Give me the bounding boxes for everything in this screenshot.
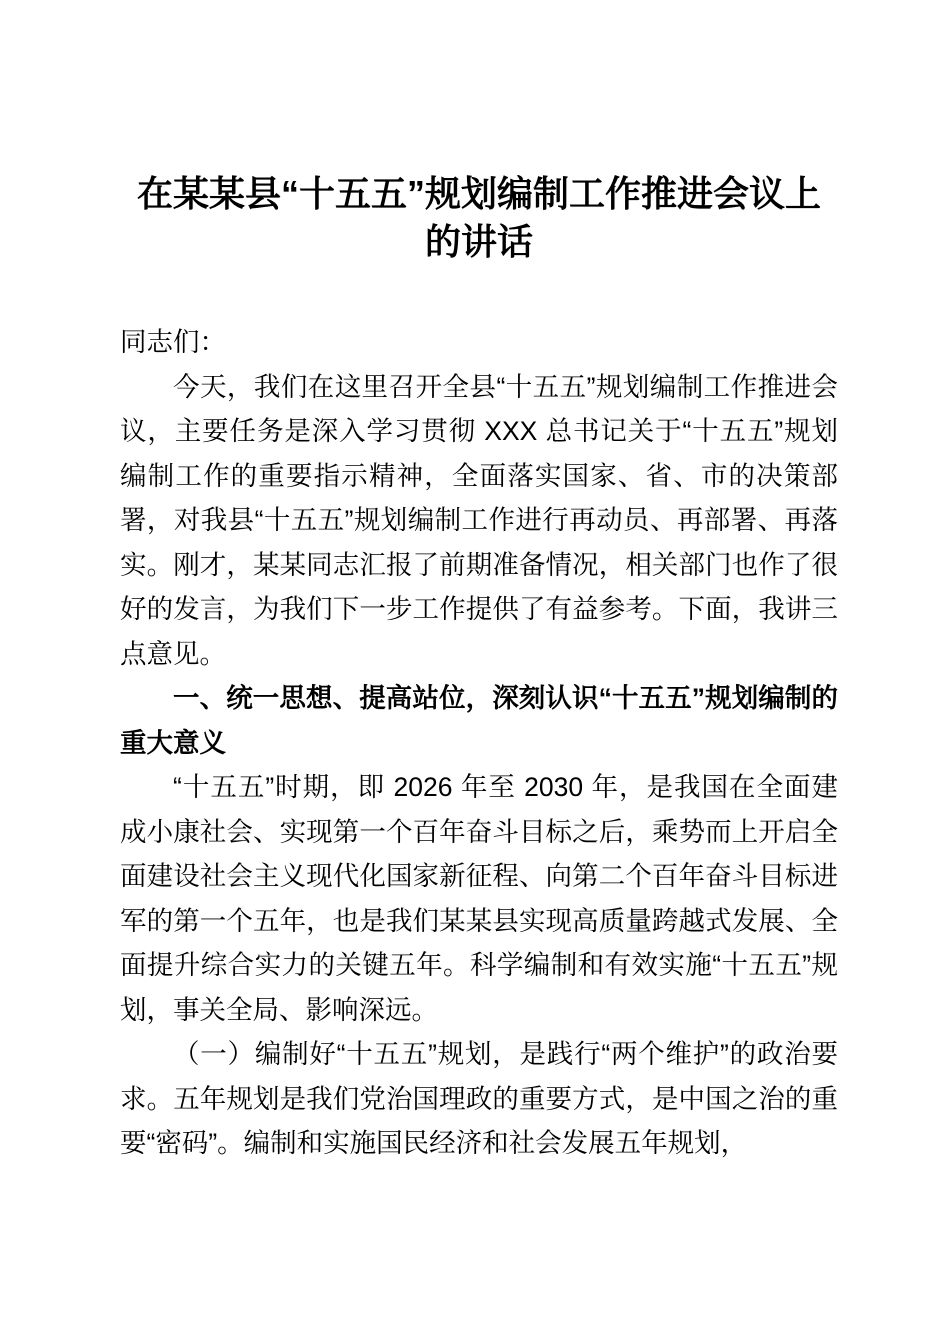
- salutation: 同志们：: [120, 327, 226, 357]
- document-title: [120, 170, 838, 266]
- paragraph-opening: 今天，我们在这里召开全县“十五五”规划编制工作推进会议，主要任务是深入学习贯彻 XXX 总书记关于“十五五”规划编制工作的重要指示精神，全面落实国家、省、市的决策部署，对我县“十五五”规划编制工作进行再动员、再部署、再落实。刚才，某某同志汇报了前期准备情况，相关部门也作了很好的发言，为我们下一步工作提供了有益参考。下面，我讲三点意见。: [120, 371, 838, 669]
- paragraph-sub-point-one: （一）编制好“十五五”规划，是践行“两个维护”的政治要求。五年规划是我们党治国理政的重要方式，是中国之治的重要“密码”。编制和实施国民经济和社会发展五年规划，: [120, 1039, 838, 1158]
- section-heading-one: 一、统一思想、提高站位，深刻认识“十五五”规划编制的重大意义: [120, 683, 838, 758]
- title-line-2: 的讲话: [424, 221, 533, 262]
- title-line-1: 在某某县“十五五”规划编制工作推进会议上: [136, 173, 821, 214]
- paragraph-period-significance: “十五五”时期，即 2026 年至 2030 年，是我国在全面建成小康社会、实现第一个百年奋斗目标之后，乘势而上开启全面建设社会主义现代化国家新征程、向第二个百年奋斗目标进军的第一个五年，也是我们某某县实现高质量跨越式发展、全面提升综合实力的关键五年。科学编制和有效实施“十五五”规划，事关全局、影响深远。: [120, 772, 838, 1025]
